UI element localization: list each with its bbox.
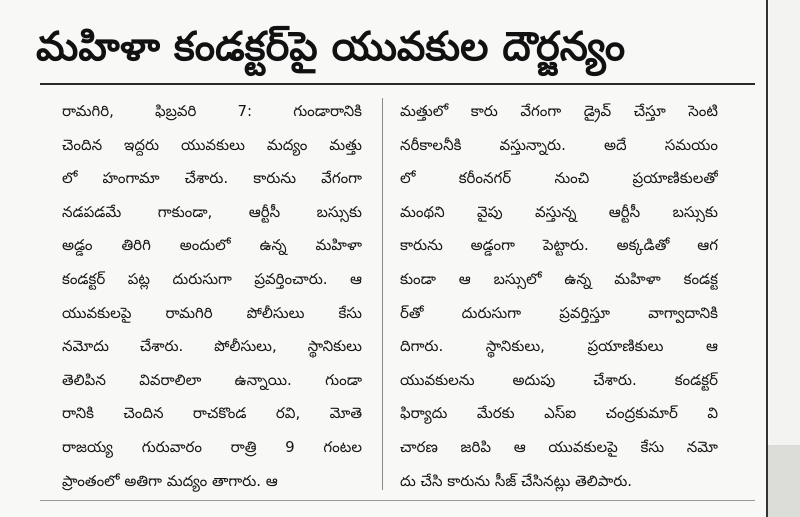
- text-line: మత్తులో కారు వేగంగా డ్రైవ్ చేస్తూ సెంటి: [400, 102, 718, 120]
- text-line: దు చేసి కారును సీజ్ చేసినట్లు తెలిపారు.: [400, 471, 633, 490]
- headline-underline: [40, 83, 755, 85]
- text-line: ర్‌తో దురుసుగా ప్రవర్తిస్తూ వాగ్వాదానికి: [400, 303, 718, 322]
- text-line: రాజయ్య గురువారం రాత్రి 9 గంటల: [62, 437, 362, 456]
- text-line: చెందిన ఇద్దరు యువకులు మద్యం మత్తు: [62, 135, 362, 154]
- text-line: తెలిపిన వివరాలిలా ఉన్నాయి. గుండా: [62, 370, 362, 389]
- text-line: లో కరీంనగర్ నుంచి ప్రయాణికులతో: [400, 169, 718, 188]
- text-line: నరీకాలనీకి వస్తున్నారు. అదే సమయం: [400, 135, 718, 154]
- text-line: యువకులపై రామగిరి పోలీసులు కేసు: [62, 303, 362, 322]
- text-line: చారణ జరిపి ఆ యువకులపై కేసు నమో: [400, 437, 718, 456]
- text-line: అడ్డం తిరిగి అందులో ఉన్న మహిళా: [62, 236, 362, 255]
- text-line: కుండా ఆ బస్సులో ఉన్న మహిళా కండక్ట: [400, 269, 718, 288]
- text-line: మంథని వైపు వస్తున్న ఆర్టీసీ బస్సుకు: [400, 202, 718, 221]
- text-line: కారును అడ్డంగా పెట్టారు. అక్కడితో ఆగ: [400, 236, 718, 255]
- article-column-right: [400, 95, 718, 495]
- adjacent-column-fragment: [768, 445, 800, 517]
- text-line: రామగిరి, ఫిబ్రవరి 7: గుండారానికి: [62, 102, 362, 120]
- text-line: కండక్టర్ పట్ల దురుసుగా ప్రవర్తించారు. ఆ: [62, 269, 362, 288]
- headline: మహిళా కండక్టర్‌పై యువకుల దౌర్జన్యం: [36, 24, 626, 70]
- text-line: దిగారు. స్థానికులు, ప్రయాణికులు ఆ: [400, 337, 718, 356]
- article-column-left: [62, 95, 362, 495]
- page-edge-divider: [766, 0, 768, 517]
- text-line: రానికి చెందిన రాచకొండ రవి, మోతె: [62, 404, 362, 423]
- bottom-rule: [40, 500, 755, 501]
- text-line: ఫిర్యాదు మేరకు ఎస్ఐ చంద్రకుమార్ వి: [400, 404, 718, 423]
- text-line: యువకులను అదుపు చేశారు. కండక్టర్: [400, 370, 718, 389]
- text-line: నడపడమే గాకుండా, ఆర్టీసీ బస్సుకు: [62, 202, 362, 221]
- column-divider: [382, 98, 383, 490]
- text-line: లో హంగామా చేశారు. కారును వేగంగా: [62, 169, 362, 188]
- text-line: ప్రాంతంలో అతిగా మద్యం తాగారు. ఆ: [62, 471, 278, 490]
- text-line: నమోదు చేశారు. పోలీసులు, స్థానికులు: [62, 337, 362, 356]
